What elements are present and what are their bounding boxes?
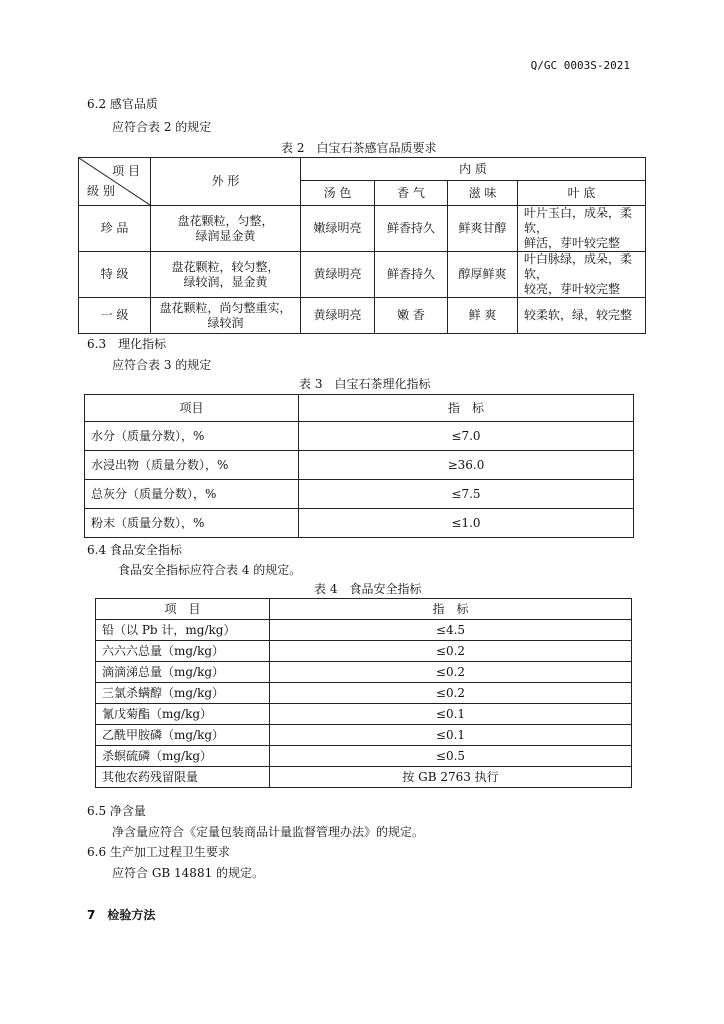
table-row: [79, 298, 646, 334]
header-inner-quality: 内 质: [301, 158, 646, 181]
appearance-line: 绿润显金黄: [195, 228, 256, 243]
value-cell: 按 GB 2763 执行: [270, 767, 632, 788]
value-cell: ≤7.5: [299, 480, 634, 509]
value-cell: ≤7.0: [299, 422, 634, 451]
grade-cell: 一 级: [79, 298, 151, 334]
table-4-caption: 表 4 食品安全指标: [314, 582, 422, 596]
taste-cell: 鲜 爽: [448, 298, 518, 334]
header-item: 项目: [85, 395, 299, 422]
section-7-title: 7 检验方法: [87, 908, 156, 922]
header-taste: 滋 味: [448, 181, 518, 206]
aroma-cell: 嫩 香: [375, 298, 448, 334]
table-row: [96, 662, 632, 683]
value-cell: ≤0.1: [270, 704, 632, 725]
item-cell: 粉末（质量分数），%: [85, 509, 299, 538]
table-3-caption: 表 3 白宝石茶理化指标: [299, 377, 431, 391]
value-cell: ≤0.2: [270, 662, 632, 683]
section-6-6-text: 应符合 GB 14881 的规定。: [112, 866, 265, 880]
item-cell: 杀螟硫磷（mg/kg）: [96, 746, 270, 767]
item-cell: 铅（以 Pb 计，mg/kg）: [96, 620, 270, 641]
item-cell: 水分（质量分数），%: [85, 422, 299, 451]
appearance-line: 绿较润: [207, 315, 244, 330]
section-6-5-text: 净含量应符合《定量包装商品计量监督管理办法》的规定。: [112, 825, 425, 839]
aroma-cell: 鲜香持久: [375, 252, 448, 298]
table-row: [96, 704, 632, 725]
header-index: 指 标: [299, 395, 634, 422]
table-row: [96, 683, 632, 704]
appearance-line: 盘花颗粒，尚匀整重实，: [159, 300, 292, 315]
header-soup-color: 汤 色: [301, 181, 375, 206]
table-row: [85, 509, 634, 538]
leaf-line: 鲜活，芽叶较完整: [524, 236, 621, 250]
table-2: [78, 157, 646, 334]
taste-cell: 鲜爽甘醇: [448, 206, 518, 252]
section-6-2-text: 应符合表 2 的规定: [112, 120, 212, 134]
item-cell: 乙酰甲胺磷（mg/kg）: [96, 725, 270, 746]
section-6-5-title: 6.5 净含量: [87, 804, 146, 818]
value-cell: ≤0.5: [270, 746, 632, 767]
table-row: [96, 746, 632, 767]
taste-cell: 醇厚鲜爽: [448, 252, 518, 298]
grade-cell: 珍 品: [79, 206, 151, 252]
section-6-4-title: 6.4 食品安全指标: [87, 543, 182, 557]
table-3: [84, 394, 634, 538]
appearance-line: 盘花颗粒，匀整，: [177, 213, 274, 228]
table-row: [79, 252, 646, 298]
value-cell: ≤0.1: [270, 725, 632, 746]
table-row: [79, 206, 646, 252]
corner-top-label: 项 目: [112, 164, 140, 178]
value-cell: ≤0.2: [270, 641, 632, 662]
header-leaf-base: 叶 底: [518, 181, 646, 206]
item-cell: 总灰分（质量分数），%: [85, 480, 299, 509]
table-row: [85, 480, 634, 509]
section-6-6-title: 6.6 生产加工过程卫生要求: [87, 845, 230, 859]
value-cell: ≤4.5: [270, 620, 632, 641]
soup-cell: 嫩绿明亮: [301, 206, 375, 252]
header-aroma: 香 气: [375, 181, 448, 206]
header-index: 指 标: [270, 599, 632, 620]
table-row: [96, 767, 632, 788]
section-6-4-text: 食品安全指标应符合表 4 的规定。: [118, 563, 302, 577]
value-cell: ≤0.2: [270, 683, 632, 704]
table-row: [85, 422, 634, 451]
table-row: [96, 725, 632, 746]
table-2-caption: 表 2 白宝石茶感官品质要求: [281, 141, 437, 155]
item-cell: 三氯杀螨醇（mg/kg）: [96, 683, 270, 704]
leaf-line: 较柔软，绿，较完整: [524, 308, 633, 322]
appearance-line: 盘花颗粒，较匀整，: [171, 259, 280, 274]
leaf-line: 较亮，芽叶较完整: [524, 282, 621, 296]
soup-cell: 黄绿明亮: [301, 298, 375, 334]
value-cell: ≥36.0: [299, 451, 634, 480]
document-code: Q/GC 0003S-2021: [530, 59, 630, 72]
aroma-cell: 鲜香持久: [375, 206, 448, 252]
table-row: [85, 451, 634, 480]
section-6-3-title: 6.3 理化指标: [87, 337, 167, 351]
item-cell: 水浸出物（质量分数），%: [85, 451, 299, 480]
item-cell: 滴滴涕总量（mg/kg）: [96, 662, 270, 683]
header-item: 项 目: [96, 599, 270, 620]
item-cell: 氰戊菊酯（mg/kg）: [96, 704, 270, 725]
section-6-3-text: 应符合表 3 的规定: [112, 358, 212, 372]
appearance-line: 绿较润，显金黄: [183, 274, 268, 289]
item-cell: 六六六总量（mg/kg）: [96, 641, 270, 662]
table-row: [96, 641, 632, 662]
leaf-line: 叶白脉绿，成朵，柔软，: [524, 252, 633, 281]
value-cell: ≤1.0: [299, 509, 634, 538]
corner-bottom-label: 级 别: [87, 184, 115, 198]
grade-cell: 特 级: [79, 252, 151, 298]
item-cell: 其他农药残留限量: [96, 767, 270, 788]
section-6-2-title: 6.2 感官品质: [87, 97, 158, 111]
table-row: [96, 620, 632, 641]
soup-cell: 黄绿明亮: [301, 252, 375, 298]
leaf-line: 叶片玉白，成朵，柔软，: [524, 206, 633, 235]
table-2-corner-cell: [79, 158, 151, 206]
header-appearance: 外 形: [151, 158, 301, 206]
table-4: [95, 598, 632, 788]
